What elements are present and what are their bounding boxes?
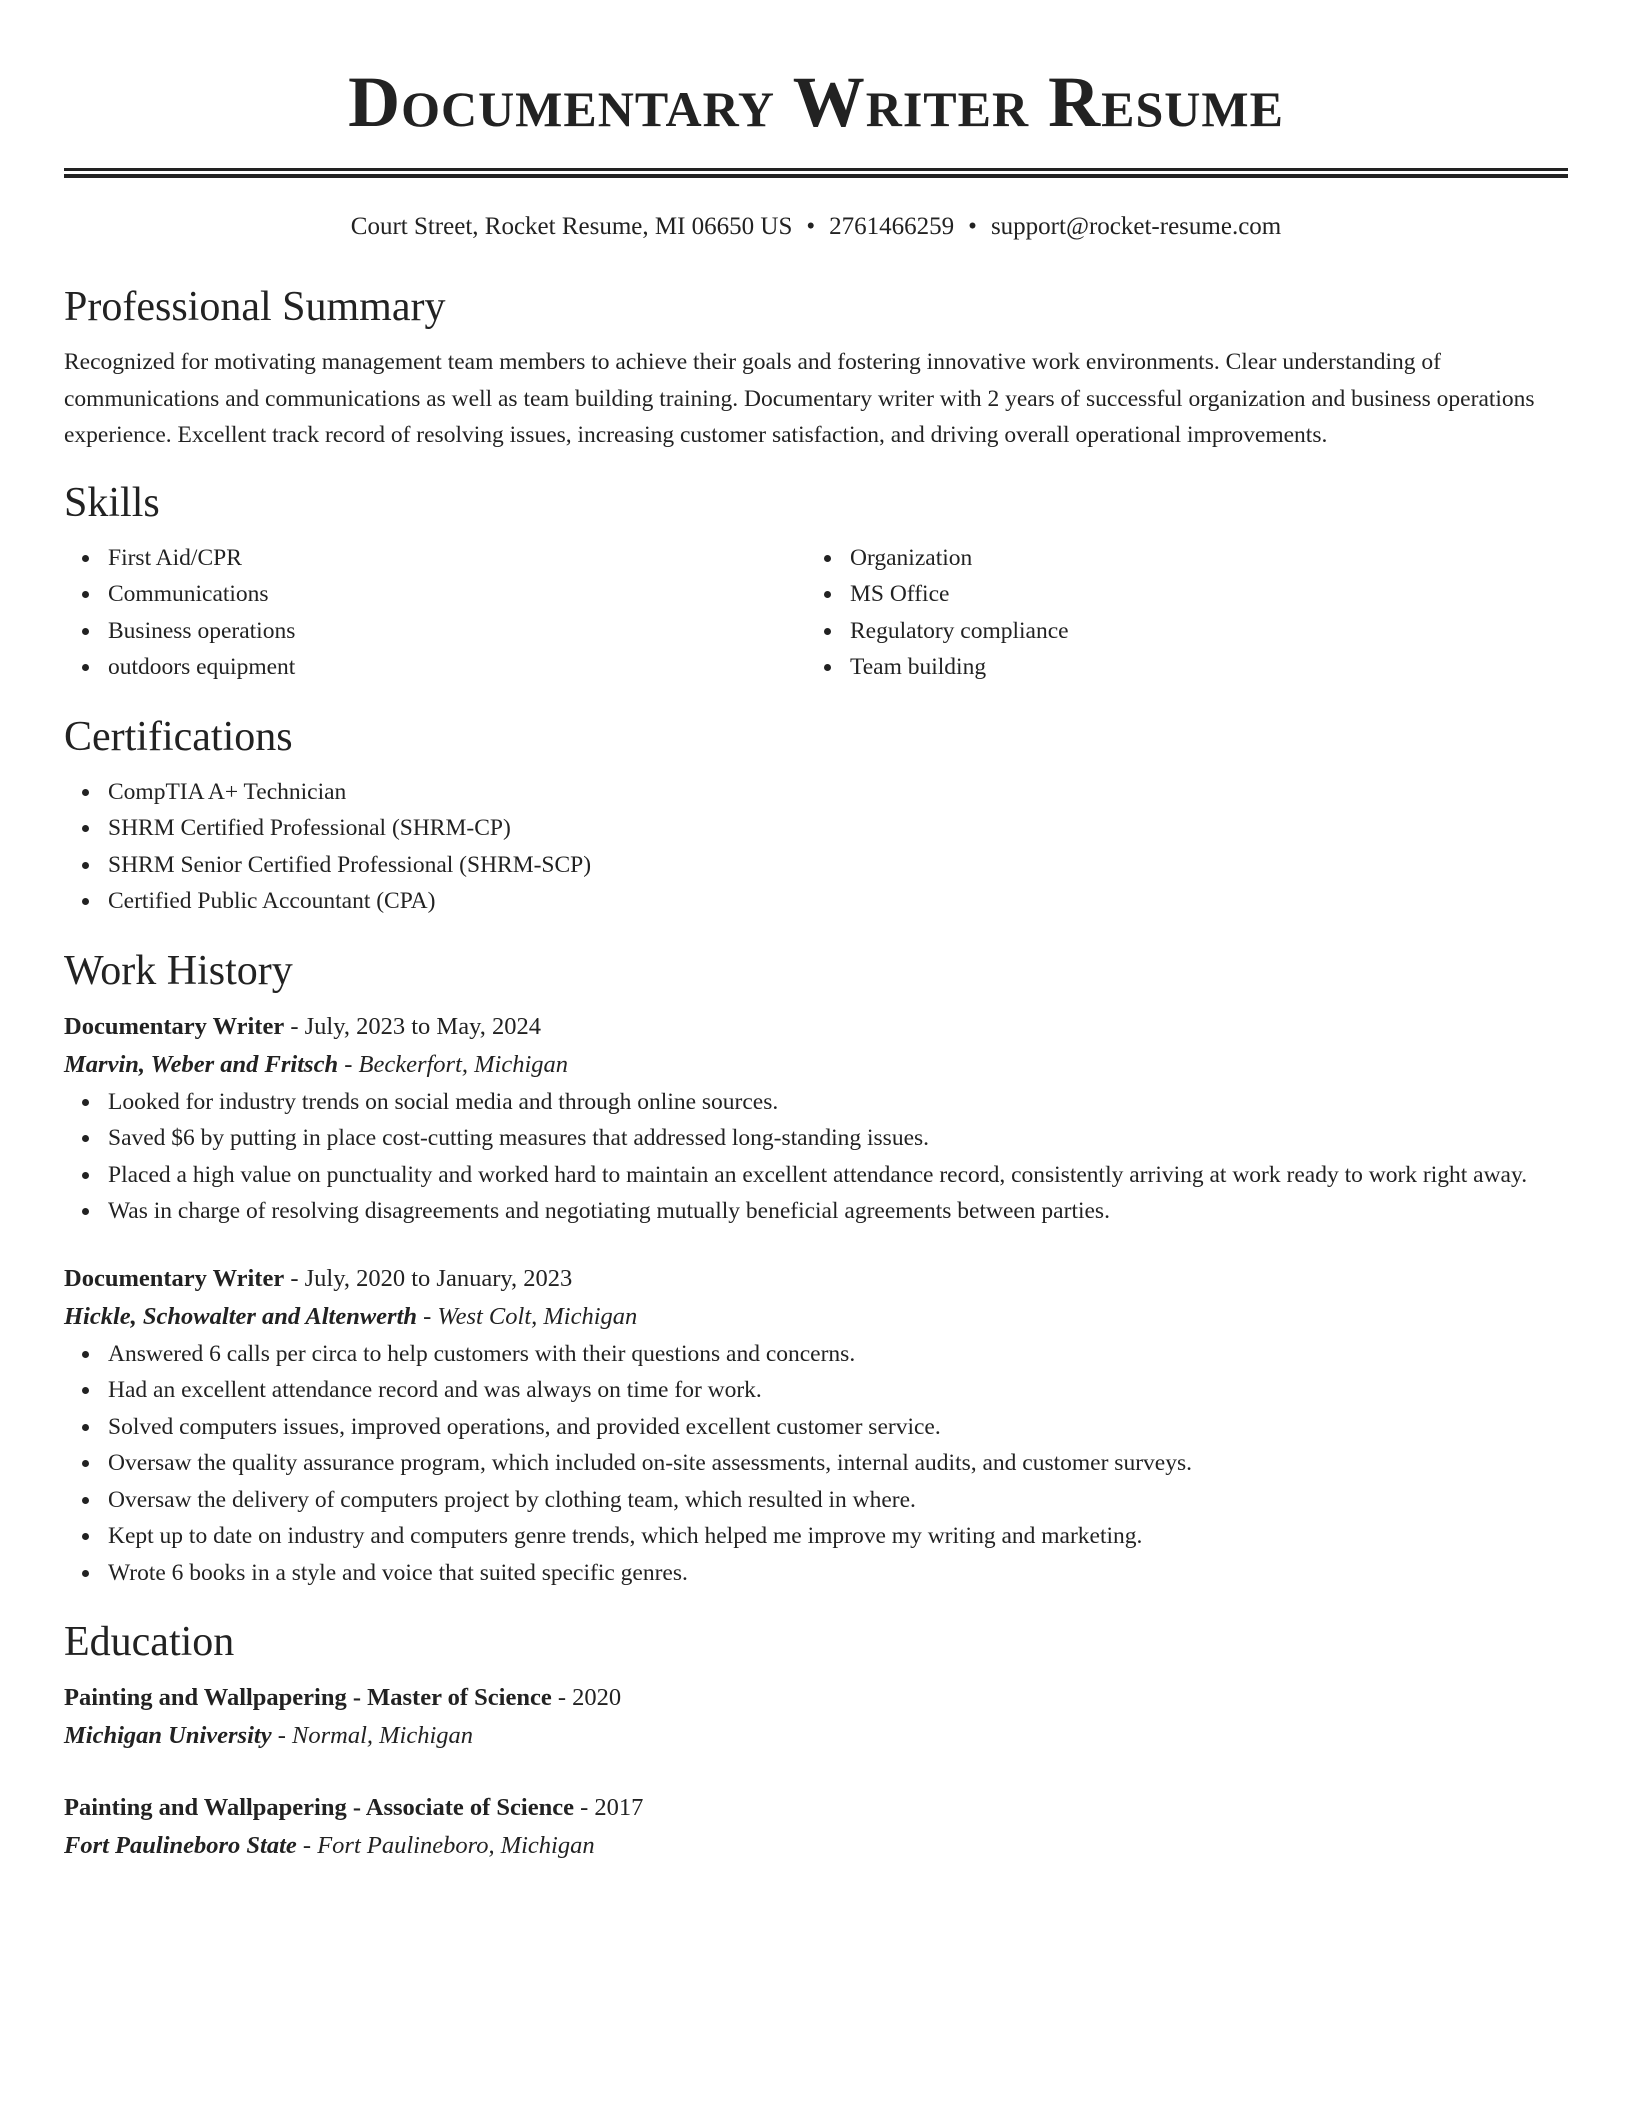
skill-item: First Aid/CPR: [64, 540, 806, 577]
job-dates: - July, 2020 to January, 2023: [290, 1264, 573, 1292]
job-duty-item: Looked for industry trends on social media and through online sources.: [64, 1084, 1568, 1121]
skill-item: Business operations: [64, 613, 806, 650]
job-entry: [64, 1260, 1568, 1592]
contact-email: support@rocket-resume.com: [990, 213, 1282, 240]
education-school-line: [64, 1717, 1568, 1755]
section-heading-certifications: Certifications: [64, 713, 293, 760]
title-double-rule: [64, 168, 1568, 178]
contact-separator: •: [968, 213, 977, 240]
skill-item: Organization: [806, 540, 1548, 577]
job-heading: [64, 1008, 1568, 1046]
education-location: - Fort Paulineboro, Michigan: [302, 1832, 595, 1859]
job-location: - Beckerfort, Michigan: [344, 1050, 569, 1078]
education-school: Fort Paulineboro State: [64, 1832, 297, 1859]
job-entry: [64, 1008, 1568, 1230]
summary-text: Recognized for motivating management team members to achieve their goals and fostering innovative work environments. Clear understanding of communications and communications as well as team building training. Documentary writer with 2 years of successful organization and business operations experience. Excellent track record of resolving issues, increasing customer satisfaction, and driving overall operational improvements.: [64, 349, 1535, 448]
job-duty-item: Oversaw the delivery of computers project by clothing team, which resulted in where.: [64, 1482, 1568, 1519]
section-heading-work-history: Work History: [64, 947, 293, 994]
skills-list-right: [806, 540, 1548, 686]
job-duties-list: [64, 1336, 1568, 1592]
job-dates: - July, 2023 to May, 2024: [290, 1012, 542, 1040]
skills-grid: [64, 540, 1568, 686]
certification-item: SHRM Certified Professional (SHRM-CP): [64, 810, 1568, 847]
skill-item: MS Office: [806, 576, 1548, 613]
education-year: - 2017: [580, 1794, 644, 1821]
skill-item: Team building: [806, 649, 1548, 686]
job-employer-line: [64, 1046, 1568, 1084]
education-entry: [64, 1679, 1568, 1755]
education-school-line: [64, 1827, 1568, 1865]
certification-item: Certified Public Accountant (CPA): [64, 883, 1568, 920]
job-company: Marvin, Weber and Fritsch: [64, 1050, 339, 1078]
job-duty-item: Answered 6 calls per circa to help customers with their questions and concerns.: [64, 1336, 1568, 1373]
education-entry: [64, 1789, 1568, 1865]
education-heading: [64, 1679, 1568, 1717]
contact-line: [64, 212, 1568, 242]
certifications-list: [64, 774, 1568, 920]
section-heading-education: Education: [64, 1619, 235, 1665]
contact-address: Court Street, Rocket Resume, MI 06650 US: [350, 213, 793, 240]
contact-phone: 2761466259: [829, 213, 955, 240]
job-duty-item: Oversaw the quality assurance program, which included on-site assessments, internal audits, and customer surveys.: [64, 1445, 1568, 1482]
education-location: - Normal, Michigan: [277, 1722, 474, 1749]
section-heading-skills: Skills: [64, 479, 160, 526]
education-year: - 2020: [557, 1684, 622, 1711]
resume-title: Documentary Writer Resume: [348, 62, 1284, 142]
job-duty-item: Had an excellent attendance record and was always on time for work.: [64, 1372, 1568, 1409]
job-duty-item: Was in charge of resolving disagreements and negotiating mutually beneficial agreements between parties.: [64, 1193, 1568, 1230]
job-employer-line: [64, 1298, 1568, 1336]
section-heading-summary: Professional Summary: [64, 284, 446, 330]
job-location: - West Colt, Michigan: [423, 1302, 638, 1330]
job-duty-item: Kept up to date on industry and computers genre trends, which helped me improve my writing and marketing.: [64, 1518, 1568, 1555]
job-title: Documentary Writer: [64, 1264, 285, 1292]
certification-item: CompTIA A+ Technician: [64, 774, 1568, 811]
job-duties-list: [64, 1084, 1568, 1230]
skill-item: outdoors equipment: [64, 649, 806, 686]
job-duty-item: Placed a high value on punctuality and worked hard to maintain an excellent attendance record, consistently arriving at work ready to work right away.: [64, 1157, 1568, 1194]
education-school: Michigan University: [64, 1722, 272, 1749]
skill-item: Regulatory compliance: [806, 613, 1548, 650]
job-title: Documentary Writer: [64, 1012, 285, 1040]
job-heading: [64, 1260, 1568, 1298]
job-duty-item: Saved $6 by putting in place cost-cutting measures that addressed long-standing issues.: [64, 1120, 1568, 1157]
skills-list-left: [64, 540, 806, 686]
education-degree: Painting and Wallpapering - Associate of Science: [64, 1794, 574, 1821]
skill-item: Communications: [64, 576, 806, 613]
job-duty-item: Wrote 6 books in a style and voice that suited specific genres.: [64, 1555, 1568, 1592]
education-heading: [64, 1789, 1568, 1827]
job-duty-item: Solved computers issues, improved operations, and provided excellent customer service.: [64, 1409, 1568, 1446]
contact-separator: •: [806, 213, 816, 240]
education-degree: Painting and Wallpapering - Master of Science: [64, 1684, 552, 1711]
certification-item: SHRM Senior Certified Professional (SHRM-SCP): [64, 847, 1568, 884]
job-company: Hickle, Schowalter and Altenwerth: [64, 1302, 418, 1330]
